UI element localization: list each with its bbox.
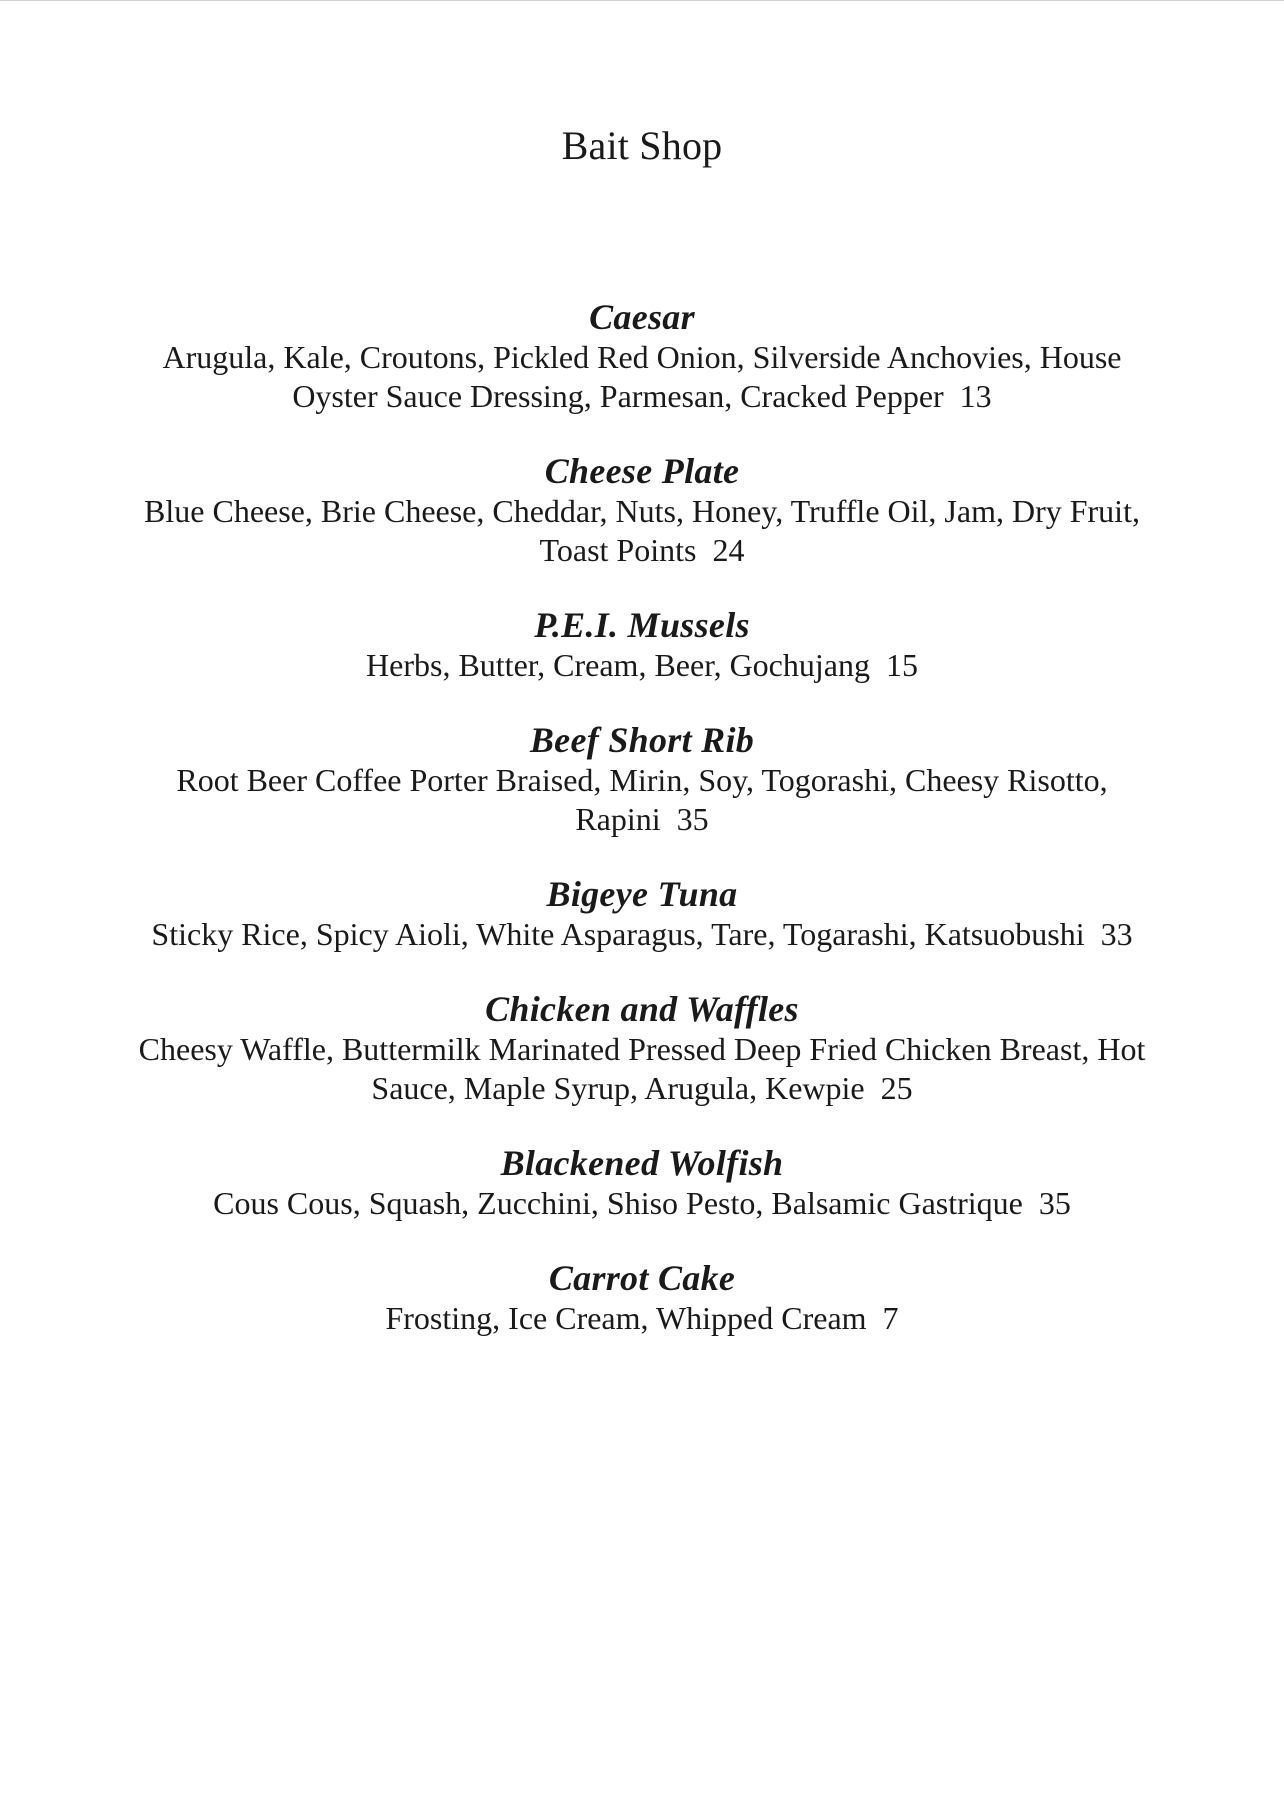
item-price: 15 (885, 647, 918, 683)
item-ingredients: Frosting, Ice Cream, Whipped Cream (385, 1300, 867, 1336)
menu-item-chicken-and-waffles (110, 988, 1174, 1108)
restaurant-name: Bait Shop (561, 123, 723, 168)
menu-item-beef-short-rib (110, 719, 1174, 839)
item-description (110, 646, 1174, 685)
item-price: 25 (880, 1070, 913, 1106)
item-ingredients: Herbs, Butter, Cream, Beer, Gochujang (366, 647, 870, 683)
item-price: 7 (882, 1300, 899, 1336)
item-name: P.E.I. Mussels (534, 605, 750, 645)
menu-item-bigeye-tuna (110, 873, 1174, 954)
item-description (110, 761, 1174, 839)
item-price: 33 (1100, 916, 1133, 952)
menu-list (110, 296, 1174, 1372)
menu-item-pei-mussels (110, 604, 1174, 685)
item-ingredients: Root Beer Coffee Porter Braised, Mirin, Soy, Togorashi, Cheesy Risotto, Rapini (176, 762, 1108, 837)
item-description (110, 1030, 1174, 1108)
item-name: Caesar (589, 297, 695, 337)
item-ingredients: Cous Cous, Squash, Zucchini, Shiso Pesto, Balsamic Gastrique (213, 1185, 1023, 1221)
item-description (110, 338, 1174, 416)
item-price: 24 (712, 532, 745, 568)
menu-item-caesar (110, 296, 1174, 416)
item-name: Carrot Cake (548, 1258, 736, 1298)
top-border-line (0, 0, 1284, 1)
item-price: 35 (1038, 1185, 1071, 1221)
item-ingredients: Blue Cheese, Brie Cheese, Cheddar, Nuts, Honey, Truffle Oil, Jam, Dry Fruit, Toast Points (144, 493, 1140, 568)
item-name: Cheese Plate (544, 451, 740, 491)
item-description (110, 915, 1174, 954)
item-description (110, 1184, 1174, 1223)
menu-item-blackened-wolfish (110, 1142, 1174, 1223)
item-name: Beef Short Rib (529, 720, 755, 760)
item-name: Chicken and Waffles (485, 989, 799, 1029)
item-ingredients: Arugula, Kale, Croutons, Pickled Red Onion, Silverside Anchovies, House Oyster Sauce Dressing, Parmesan, Cracked Pepper (162, 339, 1122, 414)
item-description (110, 1299, 1174, 1338)
menu-item-cheese-plate (110, 450, 1174, 570)
item-ingredients: Sticky Rice, Spicy Aioli, White Asparagus, Tare, Togarashi, Katsuobushi (151, 916, 1085, 952)
item-name: Blackened Wolfish (500, 1143, 784, 1183)
menu-item-carrot-cake (110, 1257, 1174, 1338)
item-description (110, 492, 1174, 570)
item-price: 13 (959, 378, 992, 414)
item-name: Bigeye Tuna (546, 874, 738, 914)
item-price: 35 (676, 801, 709, 837)
item-ingredients: Cheesy Waffle, Buttermilk Marinated Pressed Deep Fried Chicken Breast, Hot Sauce, Maple Syrup, Arugula, Kewpie (138, 1031, 1146, 1106)
